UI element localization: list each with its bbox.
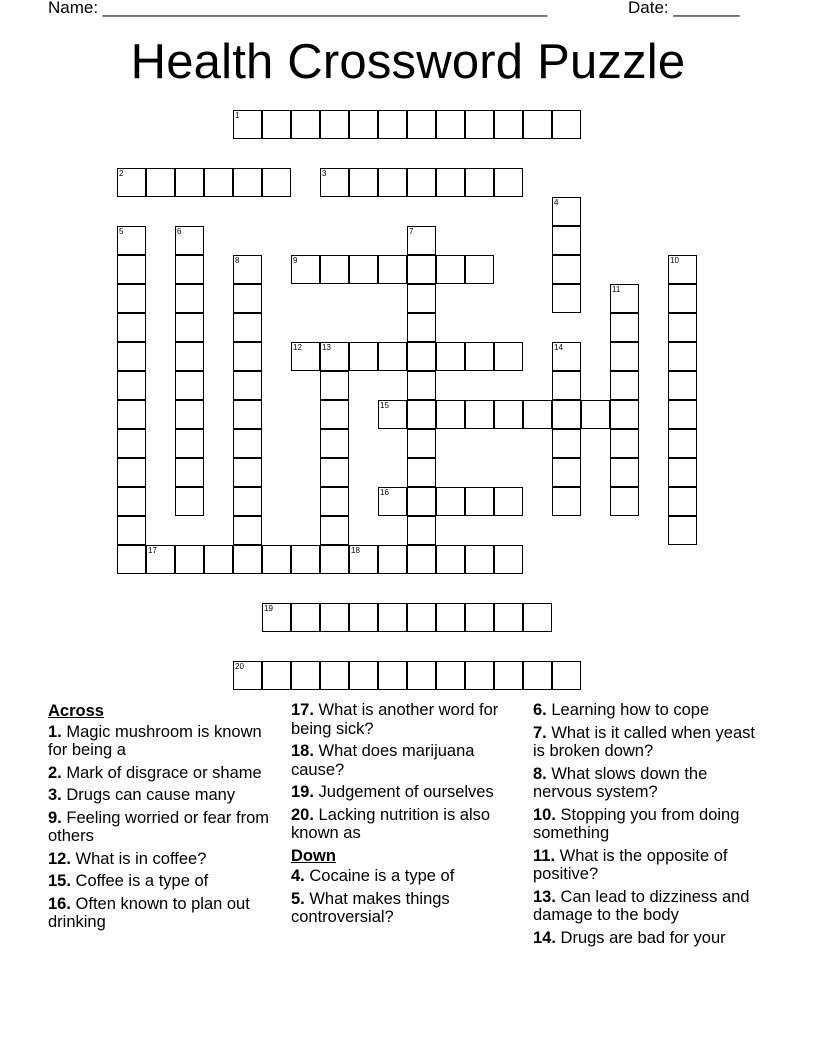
clue-down-6: 6. Learning how to cope xyxy=(533,701,710,719)
grid-cell[interactable] xyxy=(668,516,697,545)
grid-cell[interactable] xyxy=(465,168,494,197)
grid-cell[interactable] xyxy=(668,429,697,458)
grid-cell[interactable] xyxy=(233,284,262,313)
clue-down-7: 7. What is it called when yeast is broken down? xyxy=(533,723,755,760)
grid-cell[interactable] xyxy=(378,400,407,429)
grid-cell[interactable] xyxy=(378,342,407,371)
grid-cell[interactable] xyxy=(204,545,233,574)
page-title: Health Crossword Puzzle xyxy=(130,35,686,89)
clue-column-1 xyxy=(48,701,280,936)
clue-across-9: 9. Feeling worried or fear from others xyxy=(48,808,270,845)
grid-cell[interactable] xyxy=(117,313,146,342)
grid-cell[interactable] xyxy=(117,371,146,400)
cell-number: 9 xyxy=(293,256,298,265)
grid-cell[interactable] xyxy=(175,371,204,400)
grid-cell[interactable] xyxy=(349,661,378,690)
grid-cell[interactable] xyxy=(320,458,349,487)
cell-number: 8 xyxy=(235,256,240,265)
grid-cell[interactable] xyxy=(378,603,407,632)
clue-down-14: 14. Drugs are bad for your xyxy=(533,928,726,947)
grid-cell[interactable] xyxy=(349,545,378,574)
grid-cell[interactable] xyxy=(465,400,494,429)
grid-cell[interactable] xyxy=(552,458,581,487)
grid-cell[interactable] xyxy=(668,371,697,400)
grid-cell[interactable] xyxy=(668,458,697,487)
clue-down-11: 11. What is the opposite of positive? xyxy=(533,846,728,883)
cell-number: 12 xyxy=(293,343,302,352)
grid-cell[interactable] xyxy=(291,255,320,284)
grid-cell[interactable] xyxy=(494,110,523,139)
grid-cell[interactable] xyxy=(407,226,436,255)
grid-cell[interactable] xyxy=(610,284,639,313)
grid-cell[interactable] xyxy=(494,487,523,516)
grid-cell[interactable] xyxy=(320,342,349,371)
grid-cell[interactable] xyxy=(610,429,639,458)
grid-cell[interactable] xyxy=(349,110,378,139)
grid-cell[interactable] xyxy=(436,545,465,574)
grid-cell[interactable] xyxy=(233,400,262,429)
clue-down-10: 10. Stopping you from doing something xyxy=(533,805,740,842)
grid-cell[interactable] xyxy=(233,168,262,197)
grid-cell[interactable] xyxy=(552,661,581,690)
grid-cell[interactable] xyxy=(175,284,204,313)
grid-cell[interactable] xyxy=(378,168,407,197)
grid-cell[interactable] xyxy=(436,255,465,284)
cell-number: 1 xyxy=(235,111,240,120)
cell-number: 20 xyxy=(235,662,244,671)
cell-number: 18 xyxy=(351,546,360,555)
grid-cell[interactable] xyxy=(117,342,146,371)
clue-down-8: 8. What slows down the nervous system? xyxy=(533,764,708,801)
grid-cell[interactable] xyxy=(668,284,697,313)
grid-cell[interactable] xyxy=(233,371,262,400)
grid-cell[interactable] xyxy=(378,255,407,284)
grid-cell[interactable] xyxy=(320,487,349,516)
grid-cell[interactable] xyxy=(610,400,639,429)
grid-cell[interactable] xyxy=(610,371,639,400)
grid-cell[interactable] xyxy=(175,545,204,574)
grid-cell[interactable] xyxy=(320,255,349,284)
grid-cell[interactable] xyxy=(494,603,523,632)
grid-cell[interactable] xyxy=(494,661,523,690)
grid-cell[interactable] xyxy=(349,255,378,284)
grid-cell[interactable] xyxy=(117,226,146,255)
down-heading: Down xyxy=(291,846,336,865)
grid-cell[interactable] xyxy=(320,603,349,632)
grid-cell[interactable] xyxy=(262,661,291,690)
clue-down-4: 4. Cocaine is a type of xyxy=(291,867,455,885)
grid-cell[interactable] xyxy=(117,400,146,429)
grid-cell[interactable] xyxy=(204,168,233,197)
clue-across-3: 3. Drugs can cause many xyxy=(48,786,236,804)
grid-cell[interactable] xyxy=(552,400,581,429)
grid-cell[interactable] xyxy=(262,603,291,632)
grid-cell[interactable] xyxy=(291,110,320,139)
grid-cell[interactable] xyxy=(233,661,262,690)
grid-cell[interactable] xyxy=(291,545,320,574)
grid-cell[interactable] xyxy=(523,110,552,139)
grid-cell[interactable] xyxy=(117,487,146,516)
grid-cell[interactable] xyxy=(233,545,262,574)
grid-cell[interactable] xyxy=(668,342,697,371)
grid-cell[interactable] xyxy=(407,400,436,429)
grid-cell[interactable] xyxy=(610,313,639,342)
grid-cell[interactable] xyxy=(552,197,581,226)
grid-cell[interactable] xyxy=(291,661,320,690)
cell-number: 4 xyxy=(554,198,559,207)
grid-cell[interactable] xyxy=(175,313,204,342)
grid-cell[interactable] xyxy=(349,603,378,632)
grid-cell[interactable] xyxy=(407,371,436,400)
grid-cell[interactable] xyxy=(233,458,262,487)
grid-cell[interactable] xyxy=(291,342,320,371)
grid-cell[interactable] xyxy=(407,168,436,197)
across-heading: Across xyxy=(48,702,104,720)
grid-cell[interactable] xyxy=(407,516,436,545)
grid-cell[interactable] xyxy=(465,342,494,371)
grid-cell[interactable] xyxy=(175,226,204,255)
grid-cell[interactable] xyxy=(610,487,639,516)
grid-cell[interactable] xyxy=(233,313,262,342)
grid-cell[interactable] xyxy=(465,487,494,516)
grid-cell[interactable] xyxy=(436,661,465,690)
grid-cell[interactable] xyxy=(552,342,581,371)
grid-cell[interactable] xyxy=(175,487,204,516)
grid-cell[interactable] xyxy=(175,458,204,487)
grid-cell[interactable] xyxy=(233,342,262,371)
grid-cell[interactable] xyxy=(494,400,523,429)
clue-column-3 xyxy=(533,701,765,951)
grid-cell[interactable] xyxy=(581,400,610,429)
grid-cell[interactable] xyxy=(407,603,436,632)
clue-across-2: 2. Mark of disgrace or shame xyxy=(48,763,262,782)
grid-cell[interactable] xyxy=(262,168,291,197)
clue-across-20: 20. Lacking nutrition is also known as xyxy=(291,805,491,842)
cell-number: 14 xyxy=(554,343,563,352)
grid-cell[interactable] xyxy=(494,545,523,574)
cell-number: 17 xyxy=(148,546,157,555)
grid-cell[interactable] xyxy=(436,603,465,632)
grid-cell[interactable] xyxy=(146,168,175,197)
grid-cell[interactable] xyxy=(175,342,204,371)
grid-cell[interactable] xyxy=(407,110,436,139)
grid-cell[interactable] xyxy=(320,110,349,139)
clue-across-17: 17. What is another word for being sick? xyxy=(291,701,499,738)
grid-cell[interactable] xyxy=(233,255,262,284)
grid-cell[interactable] xyxy=(407,458,436,487)
grid-cell[interactable] xyxy=(378,487,407,516)
grid-cell[interactable] xyxy=(523,400,552,429)
grid-cell[interactable] xyxy=(117,168,146,197)
grid-cell[interactable] xyxy=(175,168,204,197)
grid-cell[interactable] xyxy=(610,458,639,487)
grid-cell[interactable] xyxy=(146,545,175,574)
clue-down-5: 5. What makes things controversial? xyxy=(291,889,450,926)
grid-cell[interactable] xyxy=(262,110,291,139)
cell-number: 3 xyxy=(322,169,327,178)
grid-cell[interactable] xyxy=(407,661,436,690)
cell-number: 19 xyxy=(264,604,273,613)
grid-cell[interactable] xyxy=(378,545,407,574)
clue-across-15: 15. Coffee is a type of xyxy=(48,872,209,890)
cell-number: 11 xyxy=(612,285,621,294)
grid-cell[interactable] xyxy=(610,342,639,371)
grid-cell[interactable] xyxy=(668,487,697,516)
grid-cell[interactable] xyxy=(436,400,465,429)
grid-cell[interactable] xyxy=(320,516,349,545)
grid-cell[interactable] xyxy=(668,313,697,342)
grid-cell[interactable] xyxy=(407,284,436,313)
grid-cell[interactable] xyxy=(494,342,523,371)
grid-cell[interactable] xyxy=(436,487,465,516)
grid-cell[interactable] xyxy=(349,168,378,197)
clue-down-13: 13. Can lead to dizziness and damage to the body xyxy=(533,887,750,924)
clue-column-2 xyxy=(291,701,523,931)
grid-cell[interactable] xyxy=(233,487,262,516)
cell-number: 10 xyxy=(670,256,679,265)
grid-cell[interactable] xyxy=(552,255,581,284)
grid-cell[interactable] xyxy=(291,603,320,632)
grid-cell[interactable] xyxy=(117,429,146,458)
grid-cell[interactable] xyxy=(407,313,436,342)
grid-cell[interactable] xyxy=(523,661,552,690)
grid-cell[interactable] xyxy=(436,110,465,139)
grid-cell[interactable] xyxy=(175,429,204,458)
grid-cell[interactable] xyxy=(668,255,697,284)
grid-cell[interactable] xyxy=(523,603,552,632)
grid-cell[interactable] xyxy=(407,487,436,516)
clue-across-12: 12. What is in coffee? xyxy=(48,849,207,868)
clue-across-16: 16. Often known to plan out drinking xyxy=(48,894,250,931)
grid-cell[interactable] xyxy=(262,545,291,574)
name-field-label: Name: _______________________________________________ xyxy=(48,0,548,17)
grid-cell[interactable] xyxy=(233,429,262,458)
clue-across-1: 1. Magic mushroom is known for being a xyxy=(48,722,262,759)
grid-cell[interactable] xyxy=(407,342,436,371)
grid-cell[interactable] xyxy=(320,168,349,197)
clue-across-19: 19. Judgement of ourselves xyxy=(291,783,494,801)
grid-cell[interactable] xyxy=(233,110,262,139)
cell-number: 5 xyxy=(119,227,124,236)
grid-cell[interactable] xyxy=(320,400,349,429)
cell-number: 15 xyxy=(380,401,389,410)
cell-number: 2 xyxy=(119,169,124,178)
grid-cell[interactable] xyxy=(117,284,146,313)
cell-number: 16 xyxy=(380,488,389,497)
grid-cell[interactable] xyxy=(117,458,146,487)
grid-cell[interactable] xyxy=(407,255,436,284)
grid-cell[interactable] xyxy=(436,168,465,197)
grid-cell[interactable] xyxy=(378,661,407,690)
grid-cell[interactable] xyxy=(407,545,436,574)
grid-cell[interactable] xyxy=(668,400,697,429)
grid-cell[interactable] xyxy=(320,661,349,690)
grid-cell[interactable] xyxy=(407,429,436,458)
grid-cell[interactable] xyxy=(552,110,581,139)
grid-cell[interactable] xyxy=(494,168,523,197)
grid-cell[interactable] xyxy=(465,255,494,284)
grid-cell[interactable] xyxy=(117,545,146,574)
clue-across-18: 18. What does marijuana cause? xyxy=(291,742,475,779)
grid-cell[interactable] xyxy=(465,661,494,690)
grid-cell[interactable] xyxy=(233,516,262,545)
grid-cell[interactable] xyxy=(465,603,494,632)
cell-number: 6 xyxy=(177,227,182,236)
grid-cell[interactable] xyxy=(552,284,581,313)
grid-cell[interactable] xyxy=(117,516,146,545)
grid-cell[interactable] xyxy=(349,342,378,371)
grid-cell[interactable] xyxy=(378,110,407,139)
grid-cell[interactable] xyxy=(552,487,581,516)
grid-cell[interactable] xyxy=(552,429,581,458)
grid-cell[interactable] xyxy=(117,255,146,284)
grid-cell[interactable] xyxy=(465,545,494,574)
date-field-label: Date: _______ xyxy=(628,0,740,17)
grid-cell[interactable] xyxy=(465,110,494,139)
grid-cell[interactable] xyxy=(552,226,581,255)
cell-number: 13 xyxy=(322,343,331,352)
cell-number: 7 xyxy=(409,227,414,236)
grid-cell[interactable] xyxy=(552,371,581,400)
grid-cell[interactable] xyxy=(320,545,349,574)
grid-cell[interactable] xyxy=(175,255,204,284)
grid-cell[interactable] xyxy=(436,342,465,371)
grid-cell[interactable] xyxy=(175,400,204,429)
grid-cell[interactable] xyxy=(320,429,349,458)
grid-cell[interactable] xyxy=(320,371,349,400)
